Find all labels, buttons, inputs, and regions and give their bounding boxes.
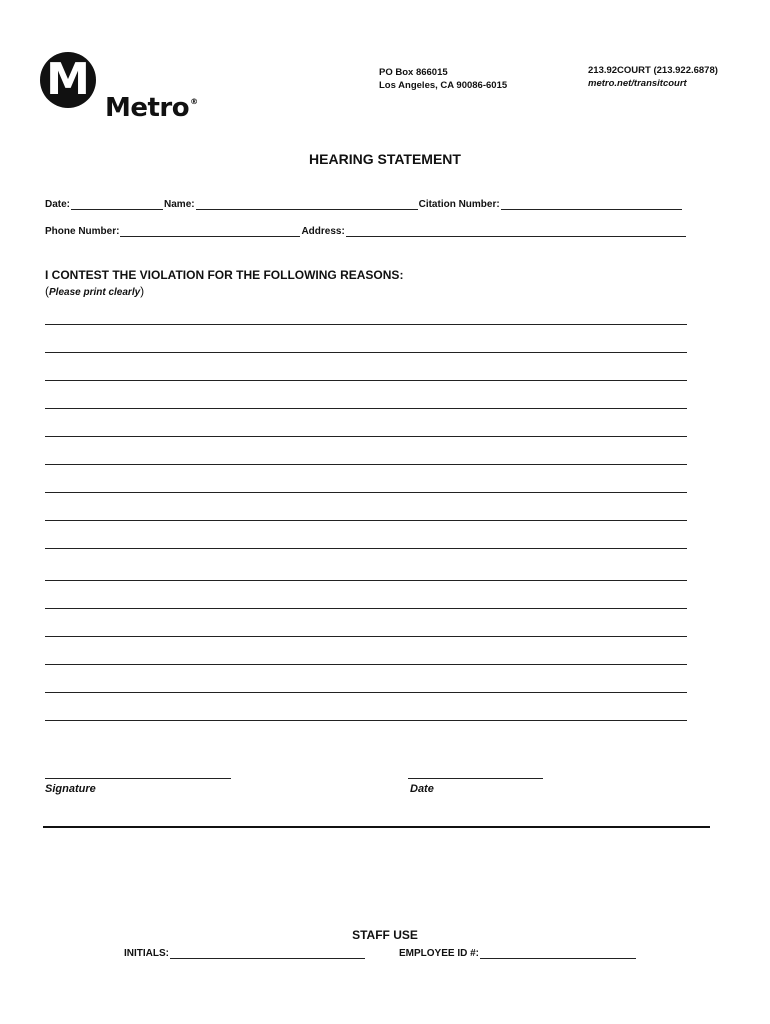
name-field[interactable] xyxy=(196,199,418,210)
contact-info xyxy=(588,64,718,90)
registered-mark: ® xyxy=(190,97,198,106)
metro-logo-icon xyxy=(40,52,96,108)
staff-use-title: STAFF USE xyxy=(352,928,418,942)
phone-number-field[interactable] xyxy=(120,226,300,237)
citation-label: Citation Number: xyxy=(418,199,500,210)
reason-line[interactable] xyxy=(45,608,687,609)
reason-line[interactable] xyxy=(45,548,687,549)
form-title: HEARING STATEMENT xyxy=(309,151,461,167)
date-field[interactable] xyxy=(71,199,163,210)
reasons-heading: I CONTEST THE VIOLATION FOR THE FOLLOWING REASONS: xyxy=(45,268,404,282)
identity-row xyxy=(45,199,683,210)
signature-field[interactable] xyxy=(45,778,231,779)
reason-line[interactable] xyxy=(45,636,687,637)
employee-row xyxy=(399,948,637,959)
mailing-address xyxy=(379,66,507,92)
initials-label: INITIALS: xyxy=(124,948,169,959)
instruction-text: Please print clearly xyxy=(49,287,141,298)
logo-letter: M xyxy=(46,54,90,105)
reason-line[interactable] xyxy=(45,380,687,381)
signature-date-field[interactable] xyxy=(408,778,543,779)
address-field[interactable] xyxy=(346,226,686,237)
phone-label: Phone Number: xyxy=(45,226,120,237)
reason-line[interactable] xyxy=(45,352,687,353)
signature-date-label: Date xyxy=(410,783,434,795)
reason-line[interactable] xyxy=(45,580,687,581)
reason-line[interactable] xyxy=(45,324,687,325)
metro-wordmark xyxy=(105,93,198,123)
reason-line[interactable] xyxy=(45,436,687,437)
employee-id-field[interactable] xyxy=(480,948,636,959)
section-divider xyxy=(43,826,710,828)
court-phone: 213.92COURT (213.922.6878) xyxy=(588,65,718,76)
name-label: Name: xyxy=(164,199,195,210)
reason-line[interactable] xyxy=(45,464,687,465)
employee-id-label: EMPLOYEE ID #: xyxy=(399,948,480,959)
city-line: Los Angeles, CA 90086-6015 xyxy=(379,80,508,91)
paren-open: ( xyxy=(45,284,49,298)
signature-label: Signature xyxy=(45,783,96,795)
contact-row xyxy=(45,226,687,237)
date-label: Date: xyxy=(45,199,71,210)
court-website[interactable]: metro.net/transitcourt xyxy=(588,78,687,89)
initials-field[interactable] xyxy=(170,948,365,959)
reasons-instruction xyxy=(45,284,144,298)
initials-row xyxy=(124,948,366,959)
reason-line[interactable] xyxy=(45,692,687,693)
reason-line[interactable] xyxy=(45,720,687,721)
reason-line[interactable] xyxy=(45,664,687,665)
reason-line[interactable] xyxy=(45,408,687,409)
citation-number-field[interactable] xyxy=(501,199,682,210)
reason-line[interactable] xyxy=(45,492,687,493)
reason-line[interactable] xyxy=(45,520,687,521)
logo-word-text: Metro xyxy=(105,93,190,123)
paren-close: ) xyxy=(140,284,145,298)
po-box: PO Box 866015 xyxy=(379,67,448,78)
address-label: Address: xyxy=(301,226,345,237)
